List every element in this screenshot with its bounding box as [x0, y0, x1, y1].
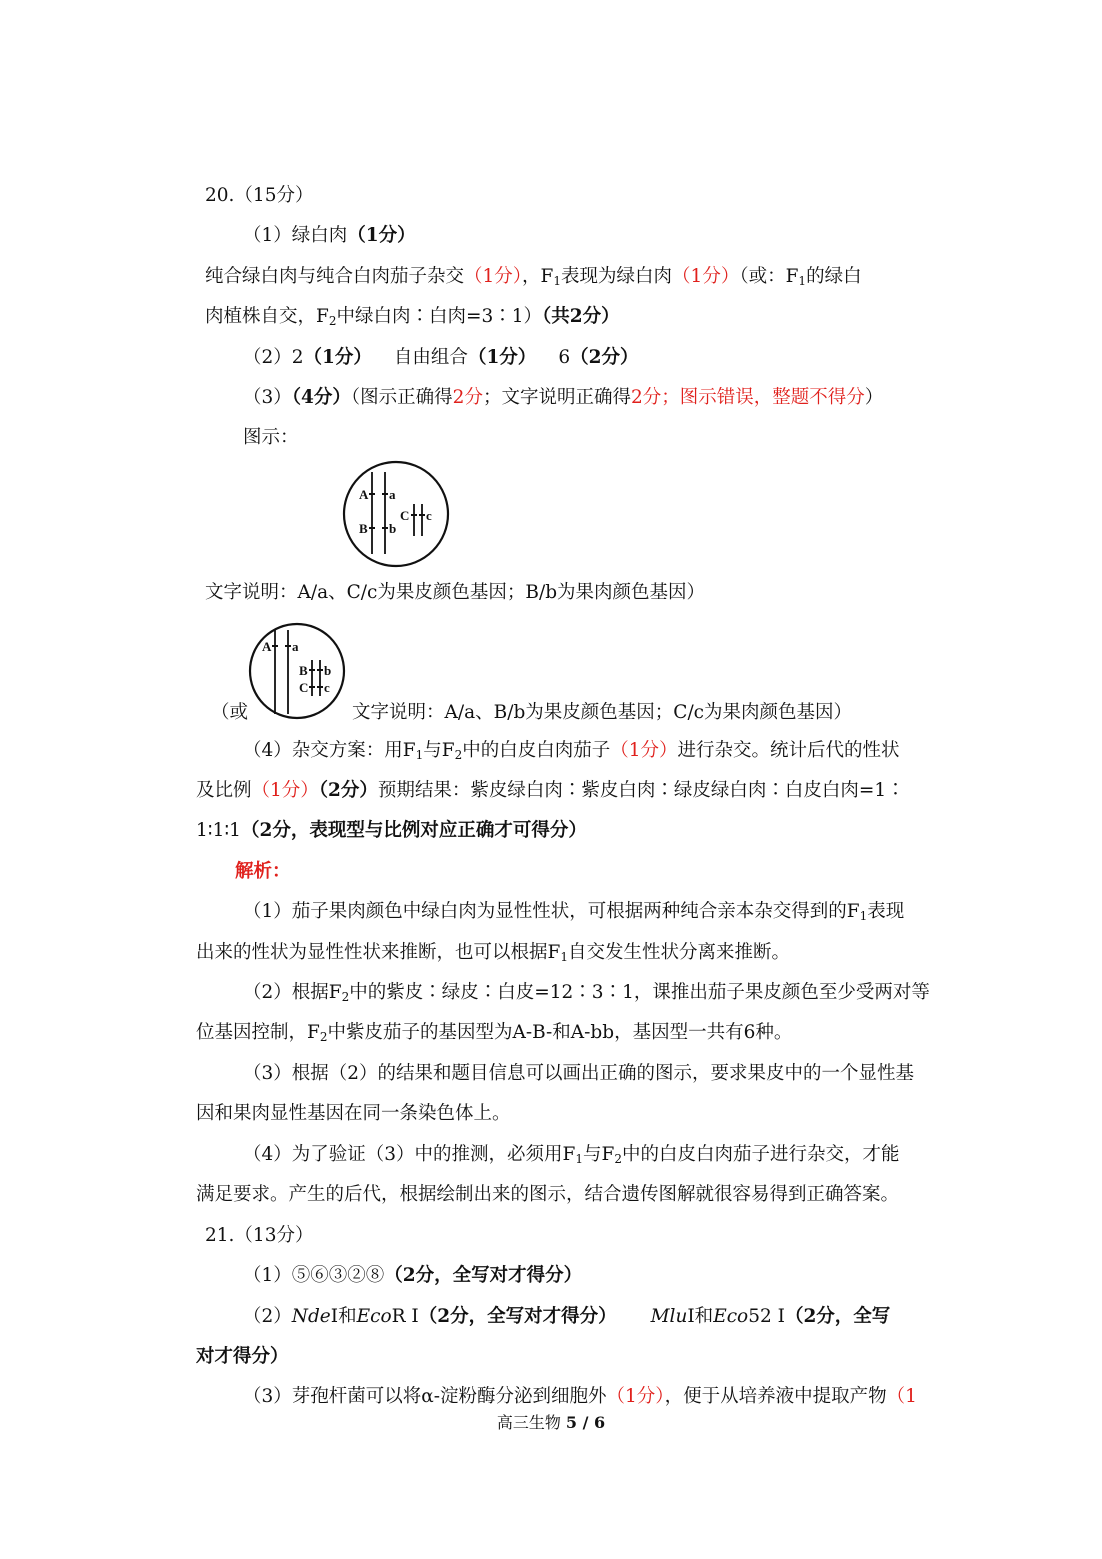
- q21-part2-line1: （2）NdeⅠ和EcoR Ⅰ（2分，全写对才得分） MluⅠ和Eco52 Ⅰ（2分，全写: [243, 1306, 891, 1327]
- gene-label: C: [299, 680, 309, 695]
- page-footer: 高三生物 5 / 6: [496, 1413, 606, 1432]
- analysis-2-line1: （2）根据$F_2$中的紫皮∶绿皮∶白皮=12∶3∶1，课推出茄子果皮颜色至少受两对等: [243, 982, 930, 1004]
- q21-part3: （3）芽孢杆菌可以将α-淀粉酶分泌到细胞外（1分），便于从培养液中提取产物（1: [243, 1386, 917, 1407]
- chromosome-diagram-2: [245, 622, 349, 720]
- analysis-4-line2: 满足要求。产生的后代，根据绘制出来的图示，结合遗传图解就很容易得到正确答案。: [196, 1184, 900, 1205]
- analysis-3-line2: 因和果肉显性基因在同一条染色体上。: [196, 1103, 511, 1124]
- q21-part1: （1）⑤⑥③②⑧（2分，全写对才得分）: [243, 1265, 583, 1286]
- gene-label: b: [389, 521, 397, 536]
- page-number: 5 / 6: [565, 1413, 606, 1432]
- q20-part4-line2: 及比例（1分）（2分）预期结果：紫皮绿白肉∶紫皮白肉∶绿皮绿白肉∶白皮白肉=1∶: [196, 780, 905, 801]
- analysis-title: 解析：: [235, 861, 291, 882]
- q21-header: 21.（13分）: [205, 1225, 314, 1246]
- analysis-2-line2: 位基因控制，$F_2$中紫皮茄子的基因型为A-B-和A-bb，基因型一共有6种。: [196, 1022, 793, 1044]
- q20-part4-line1: （4）杂交方案：用$F_1$与$F_2$中的白皮白肉茄子（1分）进行杂交。统计后代的性状: [243, 740, 900, 762]
- q20-figure2-prefix: （或: [211, 702, 249, 723]
- gene-label: B: [299, 663, 308, 678]
- analysis-3-line1: （3）根据（2）的结果和题目信息可以画出正确的图示，要求果皮中的一个显性基: [243, 1063, 915, 1084]
- gene-label: A: [262, 639, 272, 654]
- q20-part1-line1: （1）绿白肉（1分）: [243, 225, 416, 246]
- q20-figure2-caption: 文字说明：A/a、B/b为果皮颜色基因；C/c为果肉颜色基因）: [352, 702, 853, 723]
- q20-header: 20.（15分）: [205, 185, 314, 206]
- gene-label: C: [400, 508, 410, 523]
- gene-label: a: [292, 639, 299, 654]
- q20-figure-label: 图示：: [243, 427, 299, 448]
- gene-label: A: [359, 487, 369, 502]
- q20-part3: （3）（4分）（图示正确得2分；文字说明正确得2分；图示错误，整题不得分）: [243, 387, 884, 408]
- q20-part2: （2）2（1分） 自由组合（1分） 6（2分）: [243, 347, 639, 368]
- q20-part1-line2: 纯合绿白肉与纯合白肉茄子杂交（1分），$F_1$表现为绿白肉（1分）（或：$F_1$的绿白: [205, 266, 862, 288]
- analysis-1-line1: （1）茄子果肉颜色中绿白肉为显性性状，可根据两种纯合亲本杂交得到的$F_1$表现: [243, 901, 905, 923]
- q20-part1-line3: 肉植株自交，$F_2$中绿白肉∶白肉=3∶1）（共2分）: [205, 306, 620, 328]
- gene-label: c: [426, 508, 432, 523]
- gene-label: a: [389, 487, 396, 502]
- q20-part4-line3: 1∶1∶1（2分，表现型与比例对应正确才可得分）: [196, 820, 587, 841]
- gene-label: B: [359, 521, 368, 536]
- q21-part2-line2: 对才得分）: [196, 1346, 289, 1367]
- gene-label: c: [324, 680, 330, 695]
- gene-label: b: [324, 663, 332, 678]
- chromosome-diagram-1: [340, 458, 452, 570]
- q20-figure1-caption: 文字说明：A/a、C/c为果皮颜色基因；B/b为果肉颜色基因）: [205, 582, 706, 603]
- analysis-4-line1: （4）为了验证（3）中的推测，必须用$F_1$与$F_2$中的白皮白肉茄子进行杂交，才能: [243, 1144, 900, 1166]
- analysis-1-line2: 出来的性状为显性性状来推断，也可以根据$F_1$自交发生性状分离来推断。: [196, 942, 790, 964]
